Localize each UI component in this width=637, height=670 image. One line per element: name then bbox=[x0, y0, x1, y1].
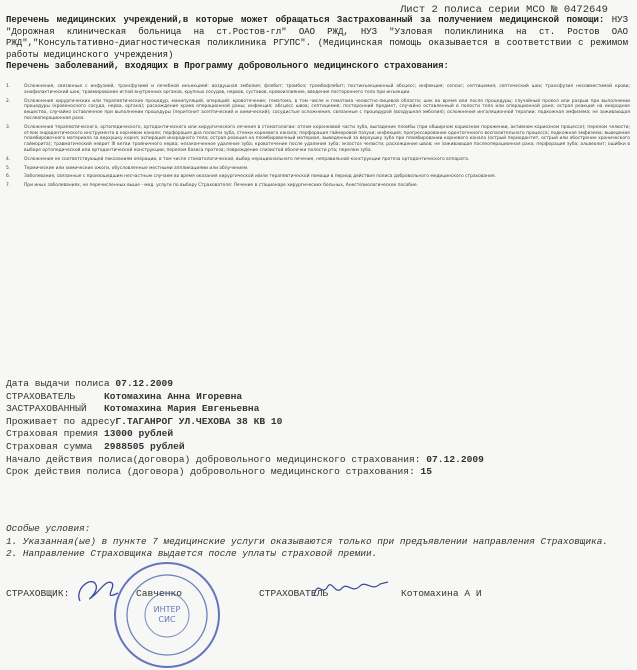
list-item bbox=[6, 166, 630, 172]
start-label: Начало действия полиса(договора) добровольного медицинского страхования: bbox=[6, 453, 421, 465]
item-number: 3. bbox=[6, 124, 11, 130]
start-row bbox=[6, 454, 630, 467]
institutions-list: НУЗ "Дорожная клиническая больница на ст.Ростов-гл" ОАО РЖД, НУЗ "Узловая поликлиника на ст. Ростов ОАО РЖД","Консультативно-диагностическая поликлиника РГУПС". (Медицинская помощь оказывается в соответствии с режимом работы медицинского учреждения) bbox=[6, 15, 628, 60]
term-label: Срок действия полиса (договора) добровольного медицинского страхования: bbox=[6, 466, 415, 478]
item-text: Заболевания, связанные с произошедшим несчастным случаем во время оказания хирургической и/или терапевтической помощи в период действия полиса добровольного медицинского страхования. bbox=[24, 174, 496, 180]
insured-label: ЗАСТРАХОВАННЫЙ bbox=[6, 403, 87, 415]
diseases-list bbox=[6, 84, 630, 192]
insured-row bbox=[6, 403, 630, 416]
policy-fields bbox=[6, 378, 630, 479]
special-conditions bbox=[6, 523, 630, 561]
list-item bbox=[6, 183, 630, 189]
address-row bbox=[6, 416, 630, 429]
insurer-sign-name: Савченко bbox=[136, 588, 183, 599]
client-sign-label: СТРАХОВАТЕЛЬ bbox=[259, 588, 329, 599]
item-text: Осложнения терапевтического, ортопедического, ортодонтического или хирургического лечения в стоматологии: отлом коронковой части зуба, выпадение пломбы (при обширном кариозном поражении, активном кариозном процессе); перелом челюсти; отлом эндодонтического инструмента в корневом канале; перфорация дна полости зуба, стенки корневого канала; перфорация гайморовой пазухи; инфекция; прогрессирование одонтогенного воспалительного процесса; подкожная эмфизема; выведение пломбировочного материала за верхушку корня; аспирация инородного тела; острая реакция на пломбировочный материал, выведенный за верхушку зуба при пломбировании корневого канала (острый периодонтит, острый или обострение хронического гайморита); травматический неврит III ветви тройничного нерва; незаконченное удаление зуба; кровотечение после удаления зуба; экзостоз челюсти; расхождение швов; не заживающая послеоперационная рана; перфорация зуба; альвеолит; ошибки в выборе ортопедической или ортодонтической конструкции; перелом базиса протеза; повреждение слизистой оболочки полости рта; перелом зуба. bbox=[24, 124, 630, 153]
list-item bbox=[6, 174, 630, 180]
item-text: Осложнения не соответствующей показаниям операции, в том числе стоматологической, выбор нерационального лечения, неправильной конструкции протеза ортодонтического аппарата. bbox=[24, 156, 470, 162]
list-item bbox=[6, 125, 630, 154]
item-number: 2. bbox=[6, 98, 11, 104]
sum-label: Страховая сумма bbox=[6, 440, 93, 452]
start-value: 07.12.2009 bbox=[426, 453, 484, 465]
item-number: 6. bbox=[6, 174, 11, 180]
premium-value: 13000 рублей bbox=[104, 428, 174, 440]
sheet-label: Лист 2 полиса серии МСО № 0472649 bbox=[400, 4, 608, 16]
sum-value: 2988505 рублей bbox=[104, 440, 185, 452]
issue-date-label: Дата выдачи полиса bbox=[6, 378, 110, 389]
insurer-sign-label: СТРАХОВЩИК: bbox=[6, 588, 70, 599]
sum-row bbox=[6, 441, 630, 454]
header bbox=[6, 15, 628, 73]
insurer-value: Котомахина Анна Игоревна bbox=[104, 390, 243, 402]
item-text: Осложнения, связанные с инфузией, трансфузией и лечебной инъекцией: воздушная эмболия; флебит; тромбоз; тромбофлебит; постинъекционный абсцесс; инфекция; сепсис; септицемия; септический шок; трансфузия несовместимой крови; анафилактический шок; травмирование иглой внутренних органов, крупных сосудов, нервов, суставов, кровоизлияние, введение постороннего тела при инъекции. bbox=[24, 84, 630, 95]
item-text: Термические или химические ожоги, обусловленные местными аппликациями или облучением. bbox=[24, 165, 249, 171]
insurer-label: СТРАХОВАТЕЛЬ bbox=[6, 390, 76, 402]
list-item bbox=[6, 84, 630, 96]
svg-text:СИС: СИС bbox=[158, 615, 176, 624]
list-item bbox=[6, 157, 630, 163]
item-number: 7. bbox=[6, 183, 11, 189]
insurer-row bbox=[6, 391, 630, 404]
condition-1: 1. Указанная(ые) в пункте 7 медицинские услуги оказываются только при предъявлении направления Страховщика. bbox=[6, 535, 608, 547]
item-text: При иных заболеваниях, не перечисленных выше - мед. услуги по выбору Страхователя: Лечение в стационаре хирургических больных, Анестезиологическое пособие. bbox=[24, 183, 418, 189]
svg-text:ИНТЕР: ИНТЕР bbox=[153, 605, 181, 614]
list-item bbox=[6, 99, 630, 122]
item-number: 1. bbox=[6, 84, 11, 89]
item-number: 5. bbox=[6, 165, 11, 171]
address-value: Г.ТАГАНРОГ УЛ.ЧЕХОВА 38 КВ 10 bbox=[115, 415, 283, 427]
premium-label: Страховая премия bbox=[6, 428, 99, 440]
address-label: Проживает по адресу bbox=[6, 415, 116, 427]
condition-2: 2. Направление Страховщика выдается после уплаты страховой премии. bbox=[6, 548, 378, 560]
term-row bbox=[6, 466, 630, 479]
conditions-title: Особые условия: bbox=[6, 523, 91, 534]
client-signature bbox=[312, 574, 392, 602]
insured-value: Котомахина Мария Евгеньевна bbox=[104, 403, 260, 415]
issue-date-row bbox=[6, 378, 630, 391]
seal-stamp bbox=[112, 560, 222, 670]
issue-date-value: 07.12.2009 bbox=[115, 378, 173, 389]
premium-row bbox=[6, 428, 630, 441]
institutions-title: Перечень медицинских учреждений,в которые может обращаться Застрахованный за получением медицинской помощи: bbox=[6, 15, 605, 25]
term-value: 15 bbox=[420, 466, 433, 478]
item-text: Осложнения хирургических или терапевтических процедур, манипуляций, операций: кровотечение; гематома, в том числе и гематома челюстно-лицевой области; шок во время или после процедуры; случайный прокол или разрыв при выполнении процедуры (кровеносного сосуда, нерва, органа); расхождение краев операционной раны; инфекция; абсцесс швов; септицемия; посторонний предмет, случайно оставленный в полости тела или операционной ране; острая реакция на инородное вещество, случайно оставленное при выполнении процедуры (перитонит асептический и химический); сосудистые осложнения, связанные с процедурой (воздушная эмболия); осложнения ингаляционной терапии; подкожная эмфизема; не заживающая послеоперационная рана. bbox=[24, 98, 630, 121]
diseases-title: Перечень заболеваний, входящих в Программу добровольного медицинского страхования: bbox=[6, 61, 449, 72]
item-number: 4. bbox=[6, 156, 11, 162]
client-sign-name: Котомахина А И bbox=[401, 588, 482, 599]
